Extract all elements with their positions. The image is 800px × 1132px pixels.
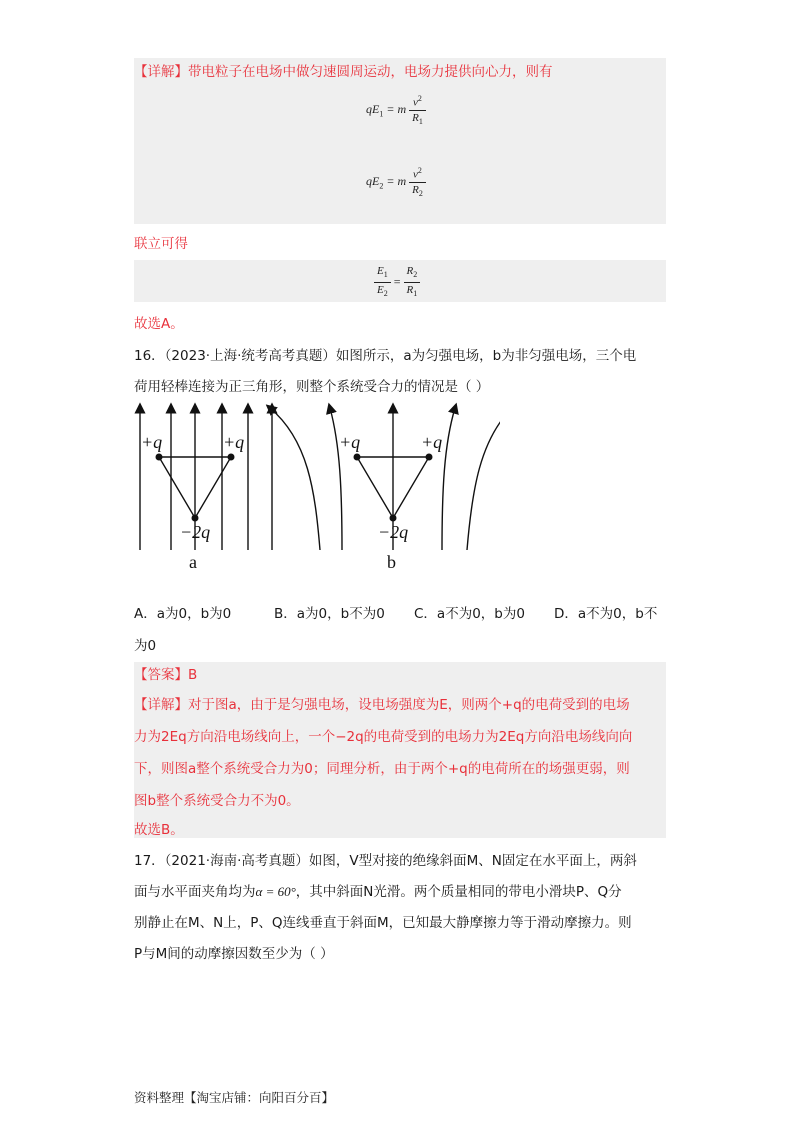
- detail-16-line3: 下，则图a整个系统受合力为0；同理分析，由于两个+q的电荷所在的场强更弱，则: [134, 761, 630, 777]
- charge-label: −2q: [180, 522, 211, 542]
- detail-tag: 【详解】: [134, 697, 188, 713]
- field-line: [270, 408, 320, 550]
- equation-3: $\frac{E_1}{E_2}$ = $\frac{R_2}{R_1}$: [374, 264, 420, 301]
- charge-label: +q: [223, 432, 245, 452]
- detail-1-line: [134, 62, 553, 82]
- option-c[interactable]: C．a不为0，b为0: [414, 606, 525, 622]
- charge-label: +q: [421, 432, 443, 452]
- charge-label: +q: [141, 432, 163, 452]
- q17-line3: 别静止在M、N上，P、Q连线垂直于斜面M，已知最大静摩擦力等于滑动摩擦力。则: [134, 915, 632, 931]
- choose-a: 故选A。: [134, 316, 184, 332]
- equation-1: $qE_1 = m$ $\frac{v^2}{R_1}$: [366, 92, 426, 129]
- figure-label-b: b: [387, 552, 396, 572]
- option-b[interactable]: B．a为0，b不为0: [274, 606, 385, 622]
- figure-label-a: a: [189, 552, 197, 572]
- charge-dot: [354, 454, 361, 461]
- q17-line4: P与M间的动摩擦因数至少为（ ）: [134, 946, 334, 962]
- answer-line: [134, 665, 197, 685]
- detail-text: 带电粒子在电场中做匀速圆周运动，电场力提供向心力，则有: [188, 64, 553, 80]
- q16-line1: 16．（2023·上海·统考高考真题）如图所示，a为匀强电场，b为非匀强电场，三个电: [134, 348, 637, 364]
- option-a[interactable]: A．a为0，b为0: [134, 606, 232, 622]
- equation-2: $qE_2 = m$ $\frac{v^2}{R_2}$: [366, 164, 426, 201]
- charge-dot: [390, 515, 397, 522]
- charge-dot: [426, 454, 433, 461]
- charge-label: −2q: [378, 522, 409, 542]
- answer-value: B: [188, 667, 198, 683]
- option-d-cont: 为0: [134, 638, 157, 654]
- combine-text: 联立可得: [134, 236, 188, 252]
- alpha-formula: α = 60°: [255, 884, 296, 899]
- field-line: [330, 408, 342, 550]
- footer-note: 资料整理【淘宝店铺：向阳百分百】: [134, 1090, 335, 1105]
- field-line: [467, 408, 500, 550]
- field-line: [442, 408, 455, 550]
- q16-figure: [130, 400, 500, 575]
- q16-line2: 荷用轻棒连接为正三角形，则整个系统受合力的情况是（ ）: [134, 379, 490, 395]
- detail-16-line1: 【详解】对于图a，由于是匀强电场，设电场强度为E，则两个+q的电荷受到的电场: [134, 697, 630, 713]
- detail-16-line2: 力为2Eq方向沿电场线向上，一个−2q的电荷受到的电场力为2Eq方向沿电场线向向: [134, 729, 633, 745]
- charge-dot: [228, 454, 235, 461]
- charge-dot: [192, 515, 199, 522]
- charge-label: +q: [339, 432, 361, 452]
- answer-tag: 【答案】: [134, 667, 188, 683]
- detail-16-line4: 图b整个系统受合力不为0。: [134, 793, 300, 809]
- answer-shade: [134, 662, 666, 838]
- charge-dot: [156, 454, 163, 461]
- q17-line2: 面与水平面夹角均为α = 60°，其中斜面N光滑。两个质量相同的带电小滑块P、Q分: [134, 884, 622, 900]
- q17-line1: 17．（2021·海南·高考真题）如图，V型对接的绝缘斜面M、N固定在水平面上，两斜: [134, 853, 637, 869]
- detail-tag: 【详解】: [134, 64, 188, 80]
- option-d[interactable]: D．a不为0，b不: [554, 606, 658, 622]
- choose-b: 故选B。: [134, 822, 184, 838]
